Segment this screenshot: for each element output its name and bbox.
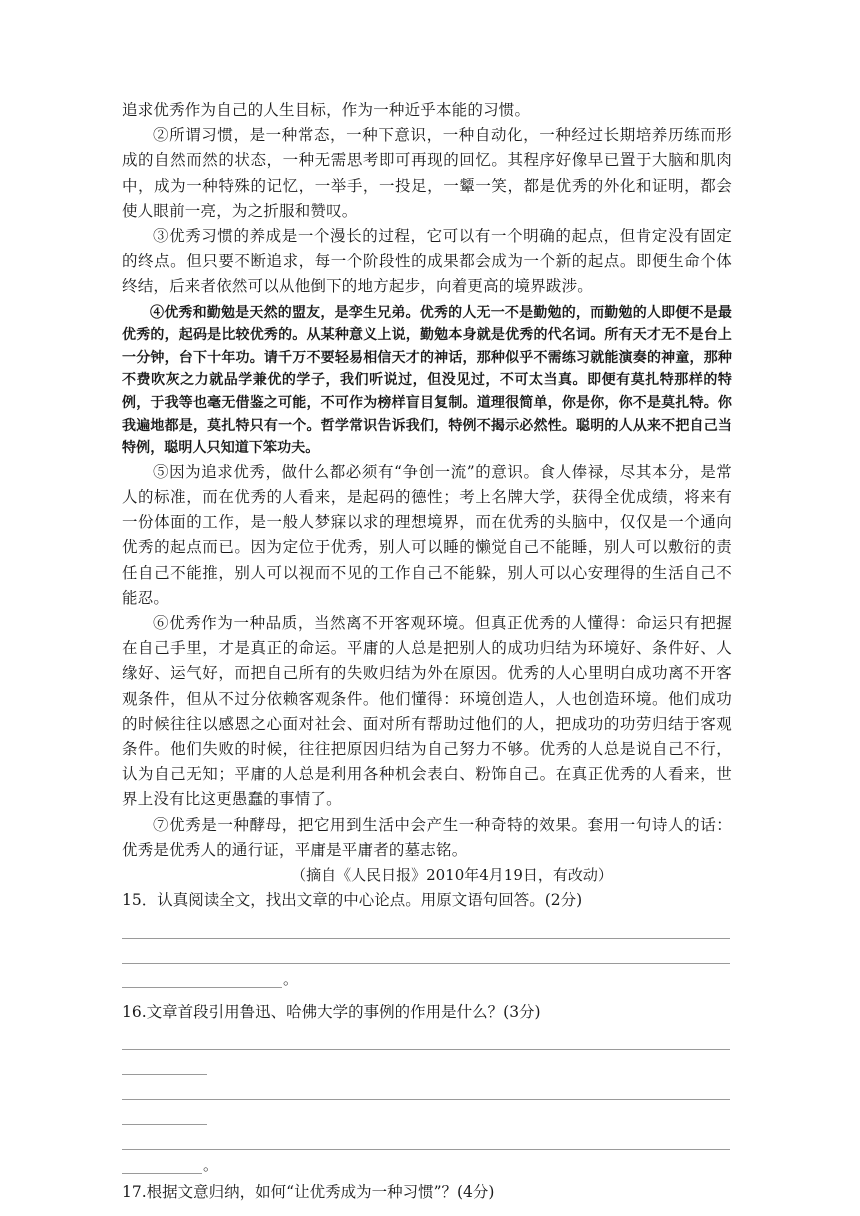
paragraph-4: ④优秀和勤勉是天然的盟友，是孪生兄弟。优秀的人无一不是勤勉的，而勤勉的人即便不是最优秀的，起码是比较优秀的。从某种意义上说，勤勉本身就是优秀的代名词。所有天才无不是台上一分钟，台下十年功。请千万不要轻易相信天才的神话，那种似乎不需练习就能演奏的神童，那种不费吹灰之力就品学兼优的学子，我们听说过，但没见过，不可太当真。即便有莫扎特那样的特例，于我等也毫无借鉴之可能，不可作为榜样盲目复制。道理很简单，你是你，你不是莫扎特。你我遍地都是，莫扎特只有一个。哲学常识告诉我们，特例不揭示必然性。聪明的人从来不把自己当特例，聪明人只知道下笨功夫。 bbox=[122, 304, 732, 457]
paragraph-7: ⑦优秀是一种酵母，把它用到生活中会产生一种奇特的效果。套用一句诗人的话：优秀是优秀人的通行证，平庸是平庸者的墓志铭。 bbox=[122, 815, 732, 859]
paragraph-5: ⑤因为追求优秀，做什么都必须有“争创一流”的意识。食人俸禄，尽其本分，是常人的标准，而在优秀的人看来，是起码的德性；考上名牌大学，获得全优成绩，将来有一份体面的工作，是一般人梦寐以求的理想境界，而在优秀的头脑中，仅仅是一个通向优秀的起点而已。因为定位于优秀，别人可以睡的懒觉自己不能睡，别人可以敷衍的责任自己不能推，别人可以视而不见的工作自己不能躲，别人可以心安理得的生活自己不能忍。 bbox=[122, 462, 732, 607]
paragraph-1-tail: 追求优秀作为自己的人生目标，作为一种近乎本能的习惯。 bbox=[122, 101, 531, 119]
answer-end-mark: 。 bbox=[203, 1156, 219, 1175]
answer-end-mark: 。 bbox=[283, 969, 299, 988]
answer-line[interactable] bbox=[122, 1100, 207, 1125]
answer-line[interactable] bbox=[122, 1050, 207, 1075]
answer-line[interactable] bbox=[122, 939, 730, 964]
question-15: 15．认真阅读全文，找出文章的中心论点。用原文语句回答。(2分) bbox=[122, 891, 583, 910]
answer-line[interactable] bbox=[122, 914, 730, 939]
answer-line-end[interactable] bbox=[122, 964, 732, 988]
answer-line[interactable] bbox=[122, 1075, 730, 1100]
exam-page bbox=[122, 98, 732, 1206]
article-source: （摘自《人民日报》2010年4月19日，有改动） bbox=[291, 866, 613, 885]
answer-blank[interactable] bbox=[122, 1150, 202, 1174]
paragraph-3: ③优秀习惯的养成是一个漫长的过程，它可以有一个明确的起点，但肯定没有固定的终点。但只要不断追求，每一个阶段性的成果都会成为一个新的起点。即便生命个体终结，后来者依然可以从他倒下的地方起步，向着更高的境界跋涉。 bbox=[122, 227, 732, 296]
paragraph-6: ⑥优秀作为一种品质，当然离不开客观环境。但真正优秀的人懂得：命运只有把握在自己手里，才是真正的命运。平庸的人总是把别人的成功归结为环境好、条件好、人缘好、运气好，而把自己所有的失败归结为外在原因。优秀的人心里明白成功离不开客观条件，但从不过分依赖客观条件。他们懂得：环境创造人，人也创造环境。他们成功的时候往往以感恩之心面对社会、面对所有帮助过他们的人，把成功的功劳归结于客观条件。他们失败的时候，往往把原因归结为自己努力不够。优秀的人总是说自己不行，认为自己无知；平庸的人总是利用各种机会表白、粉饰自己。在真正优秀的人看来，世界上没有比这更愚蠢的事情了。 bbox=[122, 614, 732, 809]
paragraph-2: ②所谓习惯，是一种常态，一种下意识，一种自动化，一种经过长期培养历练而形成的自然而然的状态，一种无需思考即可再现的回忆。其程序好像早已置于大脑和肌肉中，成为一种特殊的记忆，一举手，一投足，一颦一笑，都是优秀的外化和证明，都会使人眼前一亮，为之折服和赞叹。 bbox=[122, 126, 732, 220]
question-16: 16.文章首段引用鲁迅、哈佛大学的事例的作用是什么？(3分) bbox=[122, 1002, 541, 1021]
answer-blank[interactable] bbox=[122, 964, 282, 988]
answer-line-end[interactable] bbox=[122, 1150, 732, 1174]
answer-line[interactable] bbox=[122, 1125, 730, 1150]
question-17: 17.根据文意归纳，如何“让优秀成为一种习惯”？(4分) bbox=[122, 1183, 495, 1202]
answer-line[interactable] bbox=[122, 1025, 730, 1050]
